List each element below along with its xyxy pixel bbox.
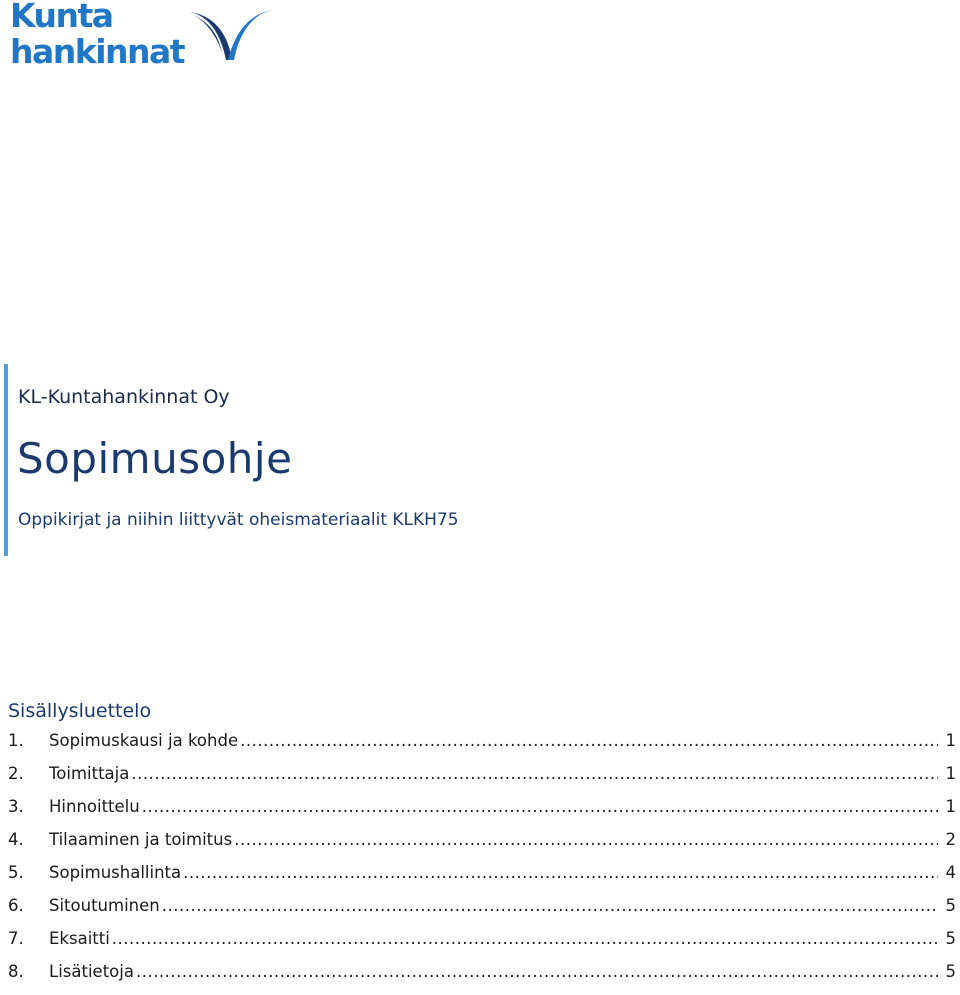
toc-entry-page: 1 xyxy=(945,731,956,750)
toc-heading: Sisällysluettelo xyxy=(8,700,152,722)
toc-entry[interactable] xyxy=(8,929,960,962)
toc-leader-dots xyxy=(131,764,938,783)
toc-entry-number: 7. xyxy=(8,929,24,948)
toc-entry-number: 1. xyxy=(8,731,24,750)
toc-entry-page: 1 xyxy=(945,764,956,783)
toc-entry-label: Lisätietoja xyxy=(49,962,134,981)
toc-entry[interactable] xyxy=(8,962,960,995)
toc-leader-dots xyxy=(162,896,938,915)
toc-entry[interactable] xyxy=(8,764,960,797)
cover-accent-bar xyxy=(4,364,8,556)
toc-entry-label: Sopimuskausi ja kohde xyxy=(49,731,239,750)
toc-leader-dots xyxy=(142,797,938,816)
toc-entry-page: 2 xyxy=(945,830,956,849)
toc-entry-label: Tilaaminen ja toimitus xyxy=(49,830,233,849)
toc-entry-page: 4 xyxy=(945,863,956,882)
toc-entry-number: 5. xyxy=(8,863,24,882)
toc-entry[interactable] xyxy=(8,863,960,896)
toc-entry-number: 8. xyxy=(8,962,24,981)
toc-entry[interactable] xyxy=(8,797,960,830)
logo-text-hankinnat: hankinnat xyxy=(10,32,185,71)
table-of-contents xyxy=(8,731,960,995)
toc-leader-dots xyxy=(183,863,938,882)
bird-wings-icon xyxy=(188,8,272,70)
toc-entry-page: 1 xyxy=(945,797,956,816)
toc-entry[interactable] xyxy=(8,731,960,764)
toc-entry-label: Sitoutuminen xyxy=(49,896,160,915)
toc-entry-number: 4. xyxy=(8,830,24,849)
toc-leader-dots xyxy=(234,830,938,849)
toc-leader-dots xyxy=(112,929,938,948)
toc-entry-page: 5 xyxy=(945,896,956,915)
toc-entry[interactable] xyxy=(8,896,960,929)
toc-entry-number: 2. xyxy=(8,764,24,783)
document-title: Sopimusohje xyxy=(17,434,293,483)
toc-entry-number: 3. xyxy=(8,797,24,816)
kuntahankinnat-logo xyxy=(10,0,270,80)
toc-leader-dots xyxy=(240,731,938,750)
toc-entry-page: 5 xyxy=(945,962,956,981)
toc-entry-label: Hinnoittelu xyxy=(49,797,140,816)
logo-text-kunta: Kunta xyxy=(10,0,113,35)
toc-entry-label: Eksaitti xyxy=(49,929,110,948)
toc-entry-label: Sopimushallinta xyxy=(49,863,182,882)
toc-entry-number: 6. xyxy=(8,896,24,915)
toc-leader-dots xyxy=(136,962,938,981)
toc-entry[interactable] xyxy=(8,830,960,863)
document-subtitle: Oppikirjat ja niihin liittyvät oheismateriaalit KLKH75 xyxy=(18,510,459,530)
company-name: KL-Kuntahankinnat Oy xyxy=(18,386,230,408)
toc-entry-label: Toimittaja xyxy=(49,764,130,783)
toc-entry-page: 5 xyxy=(945,929,956,948)
